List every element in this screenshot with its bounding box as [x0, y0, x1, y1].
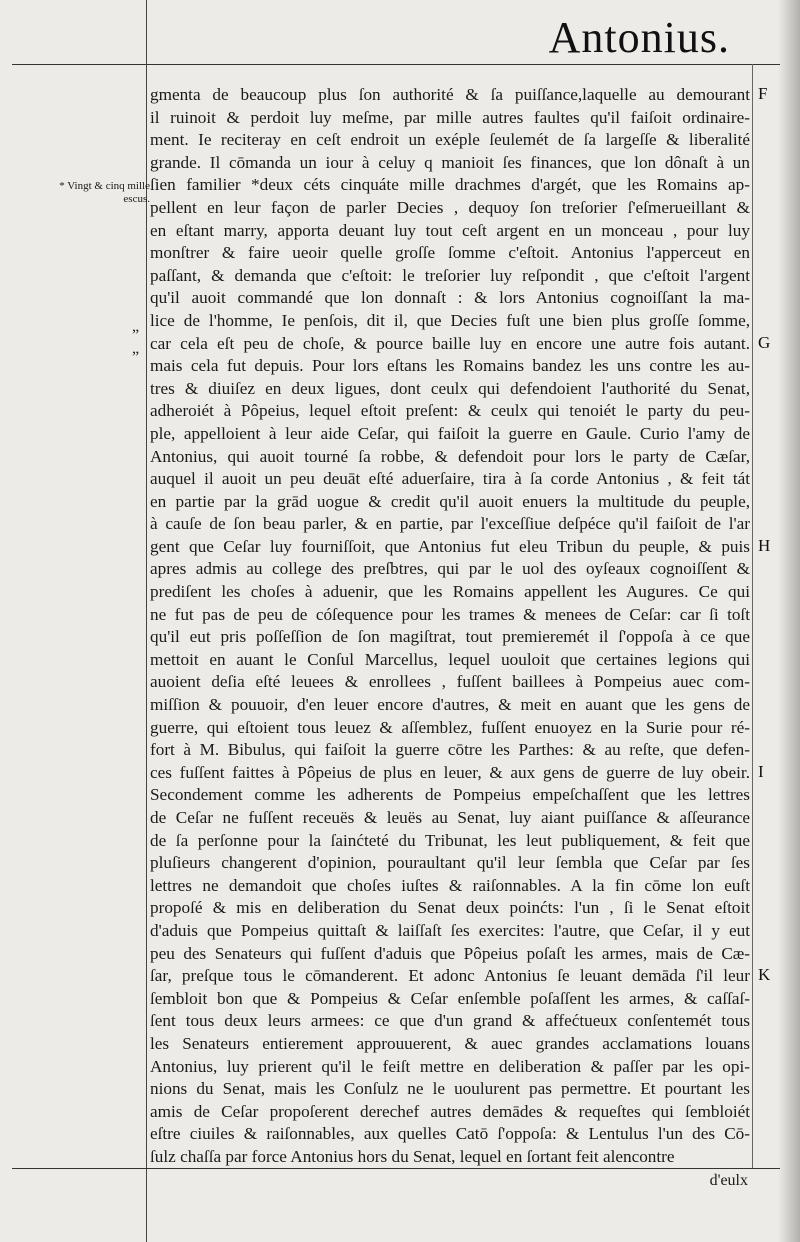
text-line: pluſieurs changerent d'opinion, pouraultant qu'il leur ſembla que Ceſar par ſes	[150, 853, 750, 873]
text-line: guerre, qui eſtoient tous leuez & aſſemblez, fuſſent enuoyez en la Surie pour ré-	[150, 717, 750, 737]
text-line: ſent tous deux leurs armees: ce que d'un grand & affećtueux conſentemét tous	[150, 1011, 750, 1031]
text-line: pellent en leur façon de parler Decies , dequoy ſon treſorier ſ'eſmerueillant &	[150, 197, 750, 217]
text-line: adheroiét à Pôpeius, lequel eſtoit preſent: & ceulx qui tenoiét le party du peu-	[150, 401, 750, 421]
catchword: d'eulx	[709, 1172, 748, 1189]
text-line: grande. Il cōmanda un iour à celuy q manioit ſes finances, que lon dônaſt à un	[150, 152, 750, 172]
text-line: auquel il auoit un peu deuāt eſté aduerſaire, tira à ſa corde Antonius , & feit tát	[150, 469, 750, 489]
text-line: eſtre ciuiles & raiſonnables, aux quelles Catō ſ'oppoſa: & Lentulus l'un des Cō-	[150, 1124, 750, 1144]
text-line: lice de l'homme, Ie penſois, dit il, que Decies fuſt une bien plus groſſe ſomme,	[150, 310, 750, 330]
right-margin-rule	[752, 64, 753, 1168]
text-line: gmenta de beaucoup plus ſon authorité & ſa puiſſance,laquelle au demourant	[150, 85, 750, 104]
text-line: Antonius, qui auoit tourné ſa robbe, & defendoit pour lors le party de Cæſar,	[150, 446, 750, 466]
section-letter: H	[758, 536, 771, 555]
text-line: mais cela fut depuis. Pour lors eſtans les Romains bandez les uns contre les au-	[150, 356, 750, 376]
text-line: à cauſe de ſon beau parler, & en partie, par l'exceſſiue deſpéce qu'il faiſoit de l'ar	[150, 514, 750, 534]
text-line: monſtrer & faire ueoir quelle groſſe ſomme c'eſtoit. Antonius l'apperceut en	[150, 243, 750, 263]
text-line: qu'il eut pris poſſeſſion de ſon magiſtrat, tout premieremét il ſ'oppoſa à ce que	[150, 627, 750, 647]
section-letter: F	[758, 84, 768, 103]
text-line: en partie par la grād uogue & credit qu'il auoit enuers la multitude du peuple,	[150, 491, 750, 511]
text-line: Antonius, luy prierent qu'il le feiſt mettre en deliberation & paſſer par les opi-	[150, 1056, 750, 1076]
quote-mark: „	[132, 340, 140, 357]
text-line: ſulz chaſſa par force Antonius hors du Senat, lequel en ſortant feit alencontre	[150, 1146, 675, 1166]
section-letter: I	[758, 762, 764, 781]
running-head-title: Antonius.	[548, 13, 730, 62]
text-line: auoient deſia eſté leuees & enrollees , fuſſent baillees à Pompeius auec com-	[150, 672, 750, 692]
text-line: gent que Ceſar luy fourniſſoit, que Antonius fut eleu Tribun du peuple, & puis	[150, 536, 750, 556]
margin-note: * Vingt & cinq mille escus.	[59, 180, 150, 205]
section-letter: G	[758, 332, 771, 352]
text-line: mettoit en auant le Conſul Marcellus, lequel uouloit que certaines legions qui	[150, 649, 750, 669]
text-line: fort à M. Bibulus, qui faiſoit la guerre cōtre les Parthes: & au reſte, que defen-	[150, 740, 750, 760]
text-line: lettres ne demandoit que choſes iuſtes & raiſonnables. A la fin cōme lon euſt	[150, 875, 750, 895]
text-line: ces fuſſent faittes à Pôpeius de plus en leuer, & aux gens de guerre de luy obeir.	[150, 762, 750, 782]
body-text	[150, 84, 750, 1169]
text-line: amis de Ceſar propoſerent derechef autres demādes & requeſtes qui ſembloiét	[150, 1101, 750, 1121]
text-line: ment. Ie reciteray en ceſt endroit un exéple ſeulemét de ſa largeſſe & liberalité	[150, 130, 750, 150]
section-letter: K	[758, 965, 771, 985]
text-line: ple, appelloient à leur aide Ceſar, qui faiſoit la guerre en Gaule. Curio l'amy de	[150, 423, 750, 443]
text-line: de ſa perſonne pour la ſainćteté du Tribunat, les leut publiquement, & feit que	[150, 830, 750, 850]
text-line: tres & diuiſez en deux ligues, dont ceulx qui defendoient l'authorité du Senat,	[150, 378, 750, 398]
text-line: ne fut pas de peu de cóſequence pour les trames & menees de Ceſar: car ſi toſt	[150, 604, 750, 624]
page-edge-shadow	[778, 0, 800, 1242]
text-line: nions du Senat, mais les Conſulz ne le uoulurent pas permettre. Et pourtant les	[150, 1079, 750, 1099]
text-line: propoſé & mis en deliberation du Senat deux poinćts: l'un , ſi le Senat eſtoit	[150, 898, 750, 918]
text-line: prediſent les choſes à aduenir, que les Romains appellent les Augures. Ce qui	[150, 582, 750, 602]
text-line: les Senateurs entierement approuuerent, & auec grandes acclamations louans	[150, 1033, 750, 1053]
text-line: ſien familier *deux céts cinquáte mille drachmes d'argét, que les Romains ap-	[150, 175, 750, 195]
text-line: paſſant, & demanda que c'eſtoit: le treſorier luy reſpondit , que c'eſtoit l'argent	[150, 265, 750, 285]
text-line: en eſtant marry, apporta deuant luy tout ceſt argent en un monceau , pour luy	[150, 220, 750, 240]
text-line: de Ceſar ne fuſſent receuës & leuës au Senat, luy aiant puiſſance & aſſeurance	[150, 808, 750, 827]
text-line: ſembloit bon que & Pompeius & Ceſar enſemble poſaſſent les armes, & caſſaſ-	[150, 988, 750, 1008]
text-line: ſar, preſque tous le cōmanderent. Et adonc Antonius ſe leuant demāda ſ'il leur	[150, 966, 750, 986]
text-line: car cela eſt peu de choſe, & pource baille luy en encore une autre fois autant.	[150, 333, 750, 353]
text-line: d'aduis que Pompeius quittaſt & laiſſaſt ſes exercites: l'autre, que Ceſar, il y eut	[150, 920, 750, 940]
quote-mark: „	[132, 318, 140, 335]
text-line: apres admis au college des preſbtres, qui par le uol des oyſeaux cognoiſſent &	[150, 559, 750, 579]
text-line: Secondement comme les adherents de Pompeius empeſchaſſent que les lettres	[150, 785, 750, 805]
text-line: miſſion & pouuoir, d'en leuer encore d'autres, & meit en auant que les gens de	[150, 695, 750, 715]
text-line: peu des Senateurs qui fuſſent d'aduis que Pôpeius poſaſt les armes, mais de Cæ-	[150, 943, 750, 963]
text-line: il ruinoit & perdoit luy meſme, par mille autres faultes qu'il faiſoit ordinaire-	[150, 107, 750, 127]
text-line: qu'il auoit commandé que lon donnaſt : & lors Antonius cognoiſſant la ma-	[150, 288, 750, 308]
header-rule	[12, 64, 780, 65]
